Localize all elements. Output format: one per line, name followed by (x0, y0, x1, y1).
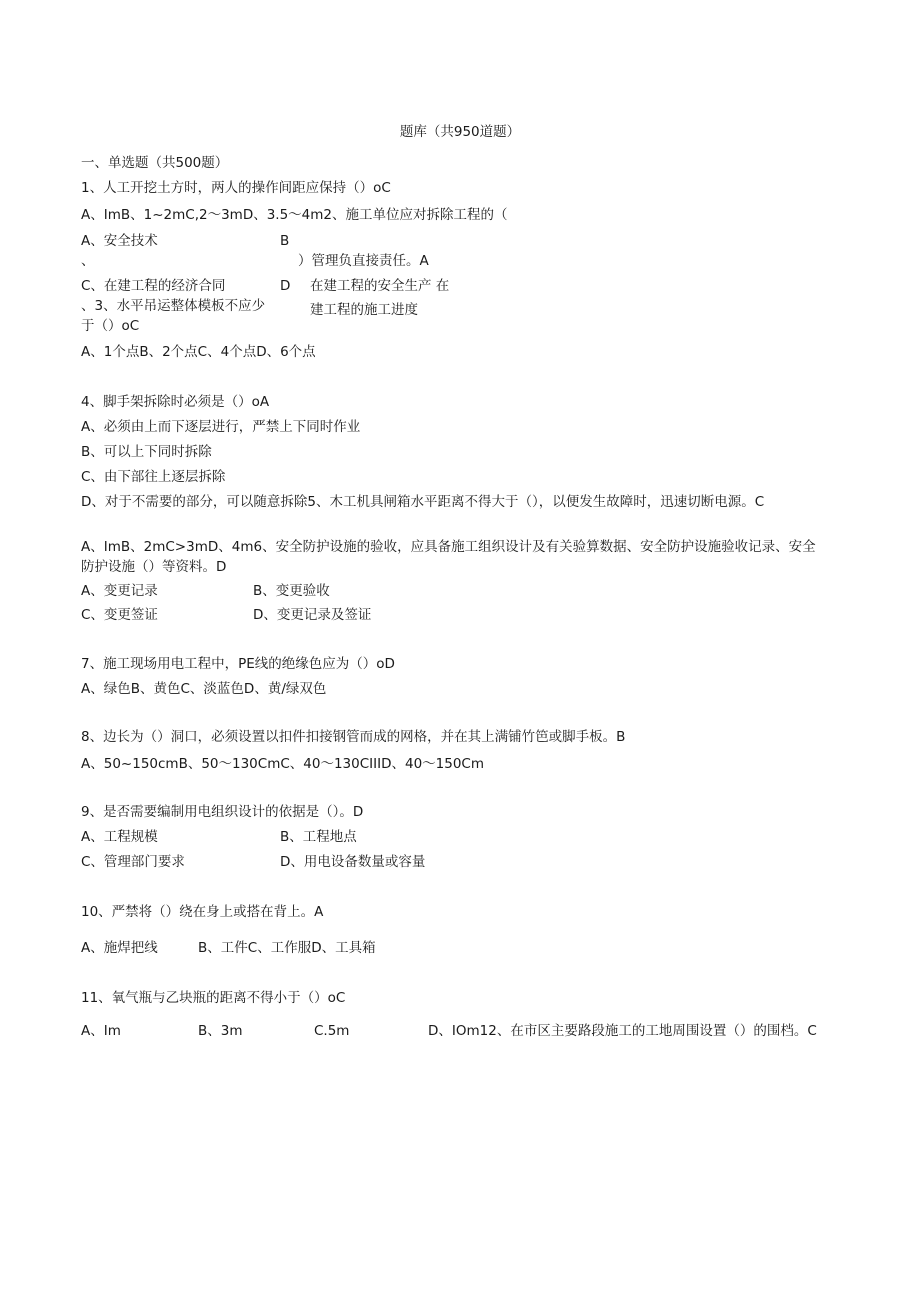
question-11-option-b: B、3m (198, 1023, 243, 1039)
question-9: 9、是否需要编制用电组织设计的依据是（）。D (81, 804, 364, 820)
section-heading: 一、单选题（共500题） (81, 155, 229, 171)
question-7-options: A、绿色B、黄色C、淡蓝色D、黄/绿双色 (81, 681, 327, 697)
question-11: 11、氧气瓶与乙块瓶的距离不得小于（）oC (81, 990, 346, 1006)
question-8: 8、边长为（）洞口，必须设置以扣件扣接钢管而成的网格，并在其上满铺竹笆或脚手板。B (81, 729, 626, 745)
question-5-options: A、ImB、2mC>3mD、4m6、安全防护设施的验收，应具备施工组织设计及有关验算数据、安全防护设施验收记录、安全防护设施（）等资料。D (81, 539, 816, 575)
question-8-options: A、50~150cmB、50～130CmC、40～130CIIID、40～150Cm (81, 756, 485, 772)
question-2-option-d: D (280, 278, 291, 294)
question-2-option-c: C、在建工程的经济合同 (81, 278, 226, 294)
question-2-option-d-text: 在建工程的安全生产 在 (310, 278, 450, 294)
question-9-option-d: D、用电设备数量或容量 (280, 854, 426, 870)
question-2-separator: 、 (81, 253, 95, 269)
question-11-option-a: A、Im (81, 1023, 121, 1039)
question-6-option-a: A、变更记录 (81, 583, 158, 599)
question-6-option-c: C、变更签证 (81, 607, 158, 623)
page-title: 题库（共950道题） (399, 124, 521, 140)
question-2-option-b: B (280, 233, 290, 249)
question-9-option-a: A、工程规模 (81, 829, 158, 845)
question-10: 10、严禁将（）绕在身上或搭在背上。A (81, 904, 324, 920)
question-11-option-d: D、IOm12、在市区主要路段施工的工地周围设置（）的围档。C (428, 1023, 817, 1039)
question-10-options-rest: B、工件C、工作服D、工具箱 (198, 940, 376, 956)
question-11-option-c: C.5m (314, 1023, 350, 1039)
question-1-options: A、ImB、1~2mC,2～3mD、3.5～4m2、施工单位应对拆除工程的（ (81, 207, 508, 223)
question-3: 、3、水平吊运整体模板不应少 (81, 298, 266, 314)
question-6-option-d: D、变更记录及签证 (253, 607, 372, 623)
question-9-option-c: C、管理部门要求 (81, 854, 185, 870)
question-4-option-c: C、由下部往上逐层拆除 (81, 469, 226, 485)
question-4-option-b: B、可以上下同时拆除 (81, 444, 212, 460)
question-9-option-b: B、工程地点 (280, 829, 357, 845)
question-4: 4、脚手架拆除时必须是（）oA (81, 394, 270, 410)
question-4-option-a: A、必须由上而下逐层进行，严禁上下同时作业 (81, 419, 361, 435)
question-3-options: A、1个点B、2个点C、4个点D、6个点 (81, 344, 316, 360)
question-1: 1、人工开挖土方时，两人的操作间距应保持（）oC (81, 180, 391, 196)
question-3-cont: 于（）oC (81, 318, 140, 334)
question-2-tail: ）管理负直接责任。A (298, 253, 429, 269)
question-10-option-a: A、施焊把线 (81, 940, 158, 956)
question-2-option-a: A、安全技术 (81, 233, 158, 249)
question-6-option-b: B、变更验收 (253, 583, 330, 599)
question-7: 7、施工现场用电工程中，PE线的绝缘色应为（）oD (81, 656, 395, 672)
question-4-option-d: D、对于不需要的部分，可以随意拆除5、木工机具闸箱水平距离不得大于（），以便发生故障时，迅速切断电源。C (81, 494, 765, 510)
question-2-option-d-text-2: 建工程的施工进度 (310, 302, 418, 318)
